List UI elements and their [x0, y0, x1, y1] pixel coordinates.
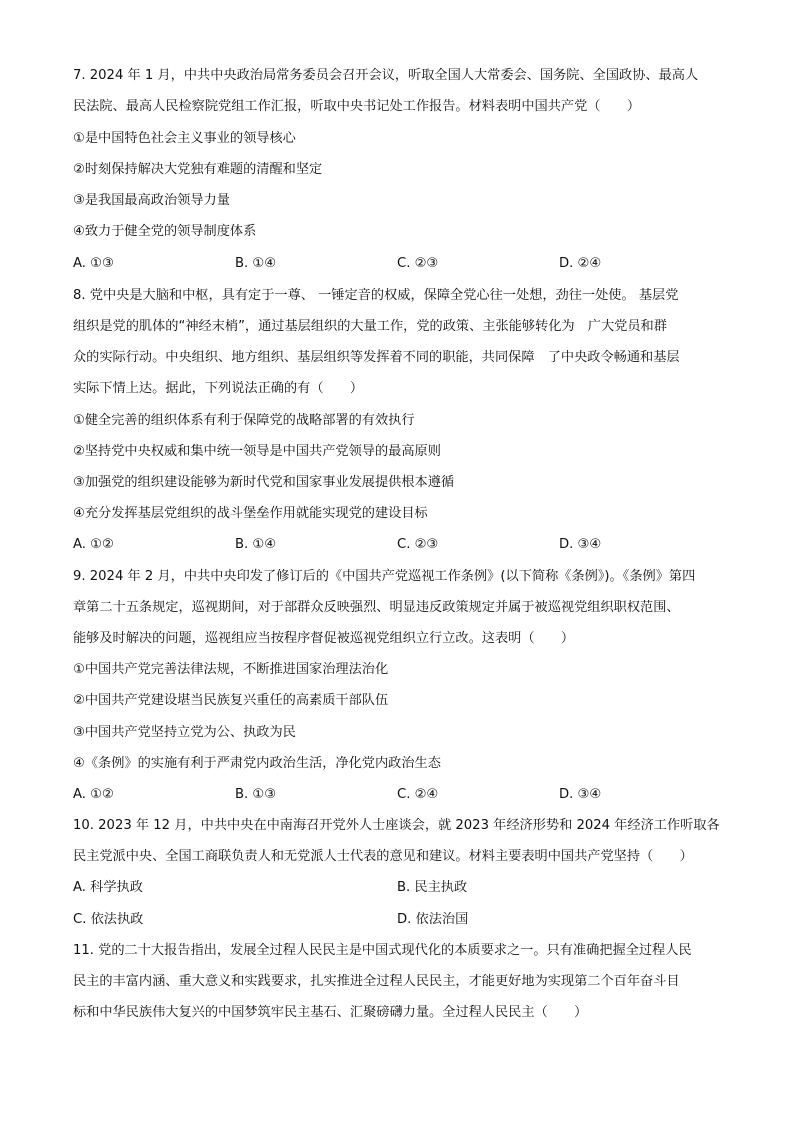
question-8-item-1: ①健全完善的组织体系有利于保障党的战略部署的有效执行 [73, 413, 415, 428]
question-11-stem-line-3: 标和中华民族伟大复兴的中国梦筑牢民主基石、汇聚磅礴力量。全过程人民民主（ ） [73, 1005, 588, 1020]
question-8-option-d[interactable]: D. ③④ [559, 537, 602, 552]
question-10-option-c[interactable]: C. 依法执政 [73, 912, 144, 927]
question-10-stem-line-1: 10. 2023 年 12 月，中共中央在中南海召开党外人士座谈会，就 2023 年经济形势和 2024 年经济工作听取各 [73, 818, 720, 833]
question-7-item-1: ①是中国特色社会主义事业的领导核心 [73, 131, 296, 146]
question-8-stem-line-3: 众的实际行动。中央组织、地方组织、基层组织等发挥着不同的职能，共同保障 了中央政令畅通和基层 [73, 350, 680, 365]
question-7-stem-line-2: 民法院、最高人民检察院党组工作汇报，听取中央书记处工作报告。材料表明中国共产党（ ） [73, 99, 641, 114]
question-8-stem-line-1: 8. 党中央是大脑和中枢，具有定于一尊、 一锤定音的权威，保障全党心往一处想，劲往一处使。 基层党 [73, 288, 679, 303]
question-7-item-2: ②时刻保持解决大党独有难题的清醒和坚定 [73, 162, 323, 177]
question-10-options-row-1 [73, 879, 733, 897]
question-9-item-3: ③中国共产党坚持立党为公、执政为民 [73, 725, 296, 740]
question-7-option-a[interactable]: A. ①③ [73, 256, 114, 271]
question-7-option-c[interactable]: C. ②③ [397, 256, 439, 271]
question-9-item-4: ④《条例》的实施有利于严肃党内政治生活，净化党内政治生态 [73, 756, 441, 771]
question-11-stem-line-1: 11. 党的二十大报告指出，发展全过程人民民主是中国式现代化的本质要求之一。只有准确把握全过程人民 [73, 943, 692, 958]
question-11-stem-line-2: 民主的丰富内涵、重大意义和实践要求，扎实推进全过程人民民主，才能更好地为实现第二个百年奋斗目 [73, 974, 680, 989]
question-8-item-4: ④充分发挥基层党组织的战斗堡垒作用就能实现党的建设目标 [73, 506, 428, 521]
question-7-options [73, 255, 733, 273]
question-9-stem-line-3: 能够及时解决的问题，巡视组应当按程序督促被巡视党组织立行立改。这表明（ ） [73, 631, 575, 646]
question-7-stem-line-1: 7. 2024 年 1 月，中共中央政治局常务委员会召开会议，听取全国人大常委会、国务院、全国政协、最高人 [73, 68, 699, 83]
question-10-option-b[interactable]: B. 民主执政 [397, 880, 468, 895]
question-7-item-3: ③是我国最高政治领导力量 [73, 193, 230, 208]
question-10-option-a[interactable]: A. 科学执政 [73, 880, 143, 895]
question-9-option-c[interactable]: C. ②④ [397, 787, 439, 802]
question-9-item-1: ①中国共产党完善法律法规，不断推进国家治理法治化 [73, 662, 389, 677]
question-9-option-a[interactable]: A. ①② [73, 787, 114, 802]
question-9-item-2: ②中国共产党建设堪当民族复兴重任的高素质干部队伍 [73, 693, 389, 708]
question-7-option-b[interactable]: B. ①④ [235, 256, 277, 271]
question-9-option-b[interactable]: B. ①③ [235, 787, 277, 802]
question-10-options-row-2 [73, 911, 733, 929]
question-8-option-c[interactable]: C. ②③ [397, 537, 439, 552]
question-9-option-d[interactable]: D. ③④ [559, 787, 602, 802]
question-9-stem-line-2: 章第二十五条规定，巡视期间，对于部群众反映强烈、明显违反政策规定并属于被巡视党组织职权范围、 [73, 600, 680, 615]
question-8-stem-line-2: 组织是党的肌体的“神经末梢”，通过基层组织的大量工作，党的政策、主张能够转化为 广大党员和群 [73, 319, 667, 334]
question-8-item-2: ②坚持党中央权威和集中统一领导是中国共产党领导的最高原则 [73, 444, 441, 459]
question-10-stem-line-2: 民主党派中央、全国工商联负责人和无党派人士代表的意见和建议。材料主要表明中国共产党坚持（ ） [73, 849, 693, 864]
question-7-item-4: ④致力于健全党的领导制度体系 [73, 224, 257, 239]
question-10-option-d[interactable]: D. 依法治国 [397, 912, 469, 927]
question-9-options [73, 786, 733, 804]
question-8-options [73, 536, 733, 554]
question-8-item-3: ③加强党的组织建设能够为新时代党和国家事业发展提供根本遵循 [73, 475, 455, 490]
question-8-option-b[interactable]: B. ①④ [235, 537, 277, 552]
question-8-stem-line-4: 实际下情上达。据此，下列说法正确的有（ ） [73, 381, 364, 396]
question-9-stem-line-1: 9. 2024 年 2 月，中共中央印发了修订后的《中国共产党巡视工作条例》(以下简称《条例》)。《条例》第四 [73, 569, 696, 584]
question-8-option-a[interactable]: A. ①② [73, 537, 114, 552]
question-7-option-d[interactable]: D. ②④ [559, 256, 602, 271]
